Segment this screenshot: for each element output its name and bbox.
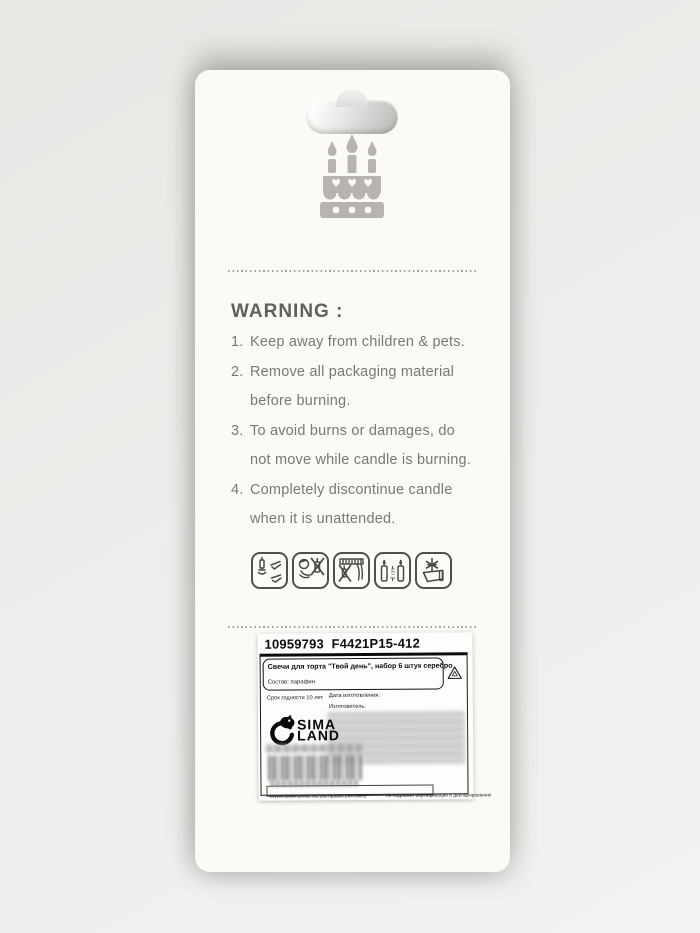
warning-heading: WARNING : [231, 301, 344, 322]
dotted-divider-top [228, 270, 478, 272]
product-label-sticker [257, 632, 492, 800]
warning-item-3: 3. To avoid burns or damages, do [231, 422, 455, 439]
keep-away-from-flammables-icon [333, 552, 370, 589]
label-frame [260, 652, 492, 800]
barcode-blurred [268, 755, 362, 781]
keep-candles-apart-2cm-icon [374, 552, 411, 589]
composition-text: Состав: парафин [267, 678, 315, 686]
blurred-text-strip [266, 744, 362, 753]
warning-item-4: 4. Completely discontinue candle [231, 481, 453, 498]
packaging-card-back [195, 70, 510, 872]
use-candle-holder-icon [251, 552, 288, 589]
svg-text:♥: ♥ [331, 177, 341, 190]
safety-pictogram-row [251, 552, 452, 589]
dotted-divider-bottom [228, 626, 478, 628]
distance-value: 2 cm [390, 567, 397, 580]
warning-item-2-cont: before burning. [250, 393, 351, 409]
product-name: Свечи для торта "Твой день", набор 6 штук серебро [267, 661, 453, 671]
warning-list [231, 334, 491, 541]
trim-wick-before-use-icon [415, 552, 452, 589]
certification-text: Не подлежит сертификации и декларированию [385, 792, 492, 799]
product-name-box [263, 657, 453, 690]
warning-item-2: 2. Remove all packaging material [231, 363, 455, 380]
manufacture-date-label: Дата изготовления: [328, 691, 380, 699]
recycling-triangle-icon [447, 665, 463, 680]
warning-item-4-cont: when it is unattended. [250, 511, 396, 527]
svg-text:♥: ♥ [347, 177, 357, 190]
svg-text:♥: ♥ [363, 177, 373, 190]
sima-land-logo [266, 713, 340, 748]
article-number: 10959793 F4421P15-412 [264, 635, 421, 652]
sima-land-animal-icon [266, 713, 296, 747]
footer-right [385, 786, 561, 805]
manufacturer-label: Изготовитель: [328, 702, 367, 710]
warning-item-1: 1. Keep away from children & pets. [231, 334, 465, 350]
brand-wordmark: SIMA LAND [296, 715, 341, 744]
hang-hole [306, 100, 398, 134]
keep-away-from-children-icon [292, 552, 329, 589]
birthday-cake-icon [320, 134, 384, 220]
warning-item-3-cont: not move while candle is burning. [250, 452, 471, 468]
website-text: WWW.SIMA-LAND.RU (на правах рекламы) [269, 792, 367, 800]
shelf-life-text: Срок годности 10 лет [266, 694, 324, 702]
